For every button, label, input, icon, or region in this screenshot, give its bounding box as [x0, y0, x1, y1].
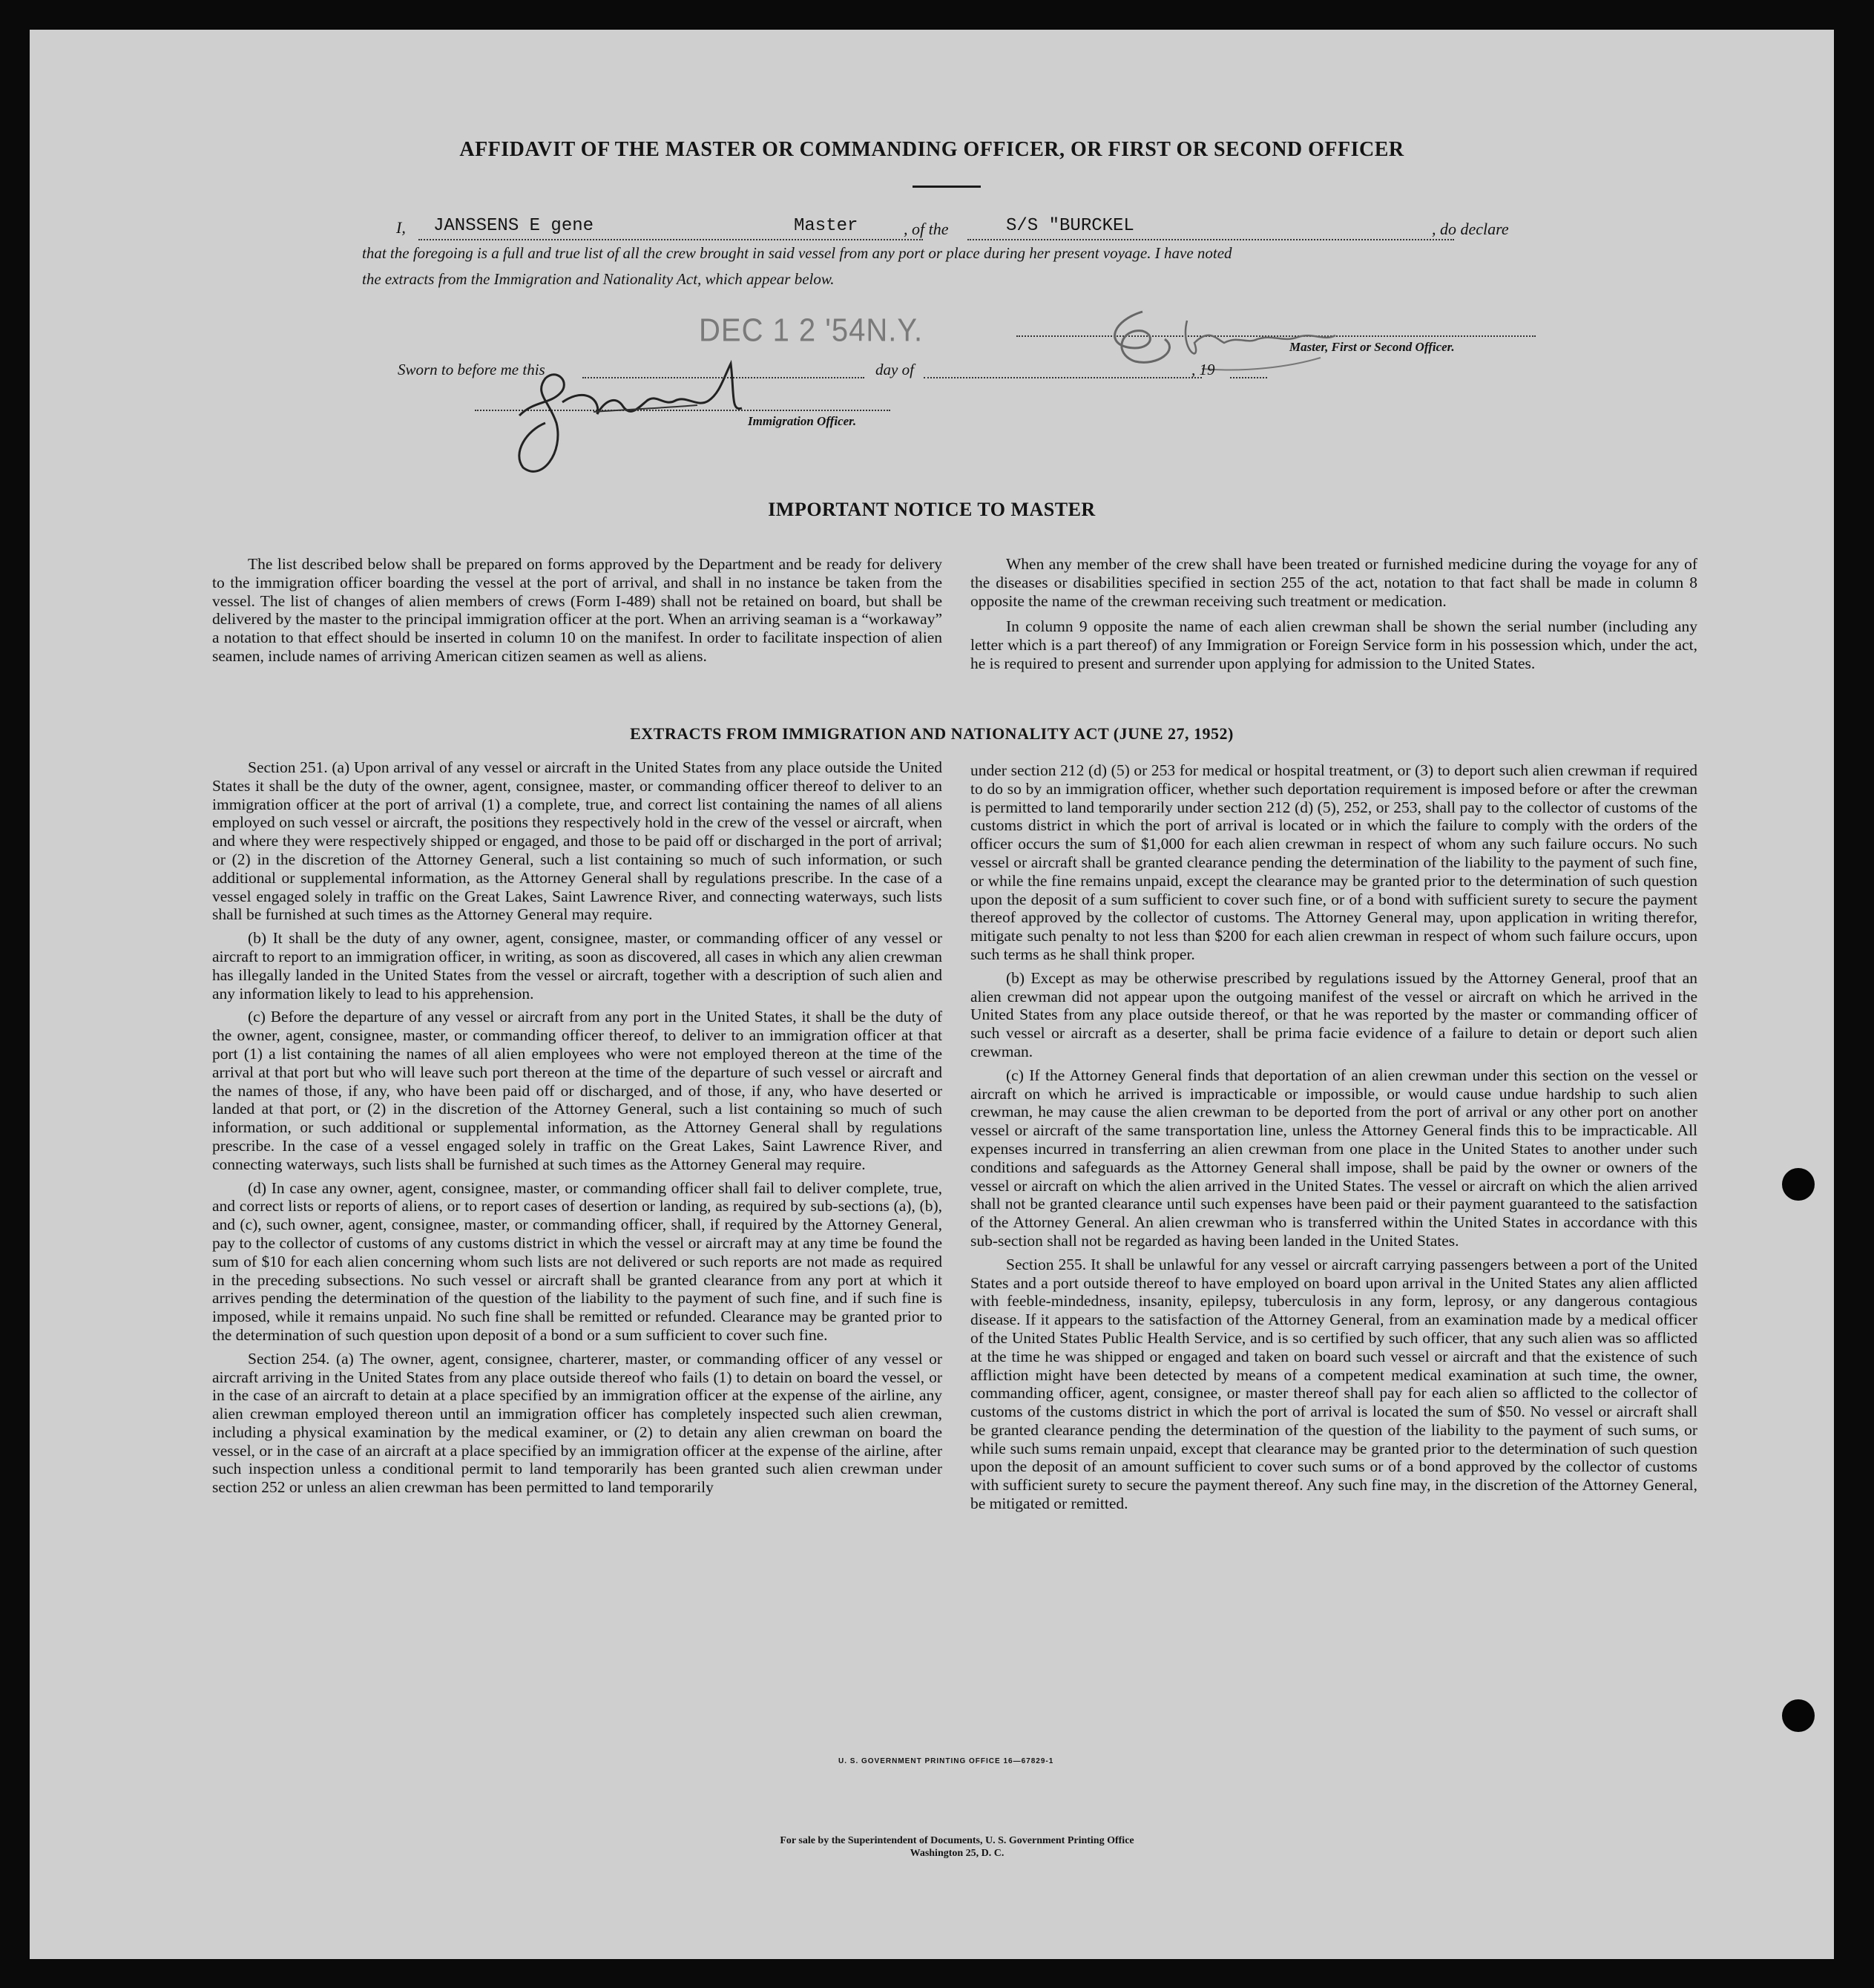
extract-section-251c: (c) Before the departure of any vessel or aircraft from any port in the United States, it shall be the duty of the owner, agent, consignee, master, or commanding officer thereof, to deliver to an immigration officer at that port (1) a list containing the names of all alien employees who were not employed thereon at the time of the arrival at that port but who will leave such port thereon at the time of the departure of such vessel or aircraft and the names of those, if any, who have been paid off or discharged, and of those, if any, who have deserted or landed at that port, or (2) in the discretion of the Attorney General, such a list containing so much of such information, or such additional or supplemental information, as the Attorney General shall by regulations prescribe. In the case of a vessel engaged solely in traffic on the Great Lakes, Saint Lawrence River, and connecting waterways, such lists shall be furnished at such times as the Attorney General may require. [212, 1008, 942, 1173]
extracts-right-column [970, 761, 1697, 1518]
date-stamp: DEC 1 2 '54N.Y. [699, 312, 924, 349]
notice-right-paragraph-2: In column 9 opposite the name of each alien crewman shall be shown the serial number (including any letter which is a part thereof) of any Immigration or Foreign Service form in his possession which, under the act, he is required to present and surrender upon applying for admission to the United States. [970, 617, 1697, 672]
notice-left-paragraph: The list described below shall be prepared on forms approved by the Department and be ready for delivery to the immigration officer boarding the vessel at the port of arrival, and shall in no instance be taken from the vessel. The list of changes of alien members of crews (Form I-489) shall not be retained on board, but shall be delivered by the master to the principal immigration officer at the port. When an arriving seaman is a “workaway” a notation to that effect should be inserted in column 10 on the manifest. In order to facilitate inspection of alien seamen, include names of arriving American citizen seamen as well as aliens. [212, 555, 942, 665]
do-declare-label: , do declare [1432, 220, 1509, 238]
master-signature-label: Master, First or Second Officer. [1289, 340, 1455, 354]
punch-hole [1782, 1699, 1815, 1732]
affidavit-title: AFFIDAVIT OF THE MASTER OR COMMANDING OFFICER, OR FIRST OR SECOND OFFICER [459, 138, 1404, 161]
footer [623, 1834, 1291, 1860]
printing-office-imprint: U. S. GOVERNMENT PRINTING OFFICE 16—67829-1 [838, 1757, 1054, 1765]
extract-section-254b: (b) Except as may be otherwise prescribed by regulations issued by the Attorney General, proof that an alien crewman did not appear upon the outgoing manifest of the vessel or aircraft on which he arrived in the United States from any place outside thereof, or that he was reported by the master or commanding officer of such vessel or aircraft as a deserter, shall be prima facie evidence of a failure to detain or deport such alien crewman. [970, 968, 1697, 1060]
footer-line-2: Washington 25, D. C. [910, 1848, 1005, 1859]
notice-right-column [970, 555, 1697, 678]
master-signature [1098, 298, 1365, 380]
extract-section-251b: (b) It shall be the duty of any owner, agent, consignee, master, or commanding officer of any vessel or aircraft to report to an immigration officer, in writing, as soon as discovered, all cases in which any alien crewman has illegally landed in the United States from the vessel or aircraft, together with a description of such alien and any information likely to lead to his apprehension. [212, 929, 942, 1003]
of-the-label: , of the [904, 220, 949, 238]
extract-section-254a: Section 254. (a) The owner, agent, consignee, charterer, master, or commanding officer of any vessel or aircraft arriving in the United States from any place outside thereof who fails (1) to detain on board the vessel, or in the case of an aircraft to detain at a place specified by an immigration officer at the expense of the airline, any alien crewman employed thereon until an immigration officer has completely inspected such alien crewman, including a physical examination by the medical examiner, or (2) to detain any alien crewman on board the vessel, or in the case of an aircraft at a place specified by an immigration officer at the expense of the airline, after such inspection unless a conditional permit to land temporarily has been granted such alien crewman under section 252 or unless an alien crewman has been permitted to land temporarily [212, 1349, 942, 1497]
notice-title: IMPORTANT NOTICE TO MASTER [768, 499, 1096, 520]
extracts-left-column [212, 758, 942, 1502]
extract-section-255: Section 255. It shall be unlawful for any vessel or aircraft carrying passengers between a port of the United States and a port outside thereof to have employed on board upon arrival in the United States any alien afflicted with feeble-mindedness, insanity, epilepsy, tuberculosis in any form, leprosy, or any dangerous contagious disease. If it appears to the satisfaction of the Attorney General, from an examination made by a medical officer of the United States Public Health Service, and is so certified by such officer, that any such alien was so afflicted at the time he was shipped or engaged and taken on board such vessel or aircraft and that the existence of such affliction might have been detected by means of a competent medical examination at such time, the owner, commanding officer, agent, consignee, or master thereof shall pay for each alien so afflicted to the collector of customs of the customs district in which the port of arrival is located the sum of $50. No vessel or aircraft shall be granted clearance pending the determination of the question of the liability to the payment of such sums, or while such sums remain unpaid, except that clearance may be granted prior to the determination of such question upon the deposit of an amount sufficient to cover such sums or of a bond approved by the collector of customs with sufficient surety to secure the payment thereof. Any such fine may, in the discretion of the Attorney General, be mitigated or remitted. [970, 1255, 1697, 1513]
notice-right-paragraph-1: When any member of the crew shall have been treated or furnished medicine during the voyage for any of the diseases or disabilities specified in section 255 of the act, notation to that fact shall be made in column 8 opposite the name of the crewman receiving such treatment or medication. [970, 555, 1697, 610]
extract-section-251d: (d) In case any owner, agent, consignee, master, or commanding officer shall fail to deliver complete, true, and correct lists or reports of aliens, or to report cases of desertion or landing, as required by sub-sections (a), (b), and (c), such owner, agent, consignee, master, or commanding officer, shall, if required by the Attorney General, pay to the collector of customs of any customs district in which the vessel or aircraft may at any time be found the sum of $10 for each alien concerning whom such lists are not delivered or such reports are not made as required in the preceding subsections. No such vessel or aircraft shall be granted clearance from any port at which it arrives pending the determination of the question of the liability to the payment of such fine, and if such fine is imposed, while it remains unpaid. No such fine shall be remitted or refunded. Clearance may be granted prior to the determination of such question upon deposit of a bond or a sum sufficient to cover such fine. [212, 1178, 942, 1344]
declarant-name-value: JANSSENS E gene [433, 216, 594, 236]
extracts-title: EXTRACTS FROM IMMIGRATION AND NATIONALITY ACT (JUNE 27, 1952) [630, 724, 1234, 743]
day-of-label: day of [875, 361, 914, 378]
declarant-rank-value: Master [794, 216, 858, 236]
punch-hole [1782, 1168, 1815, 1201]
footer-line-1: For sale by the Superintendent of Documents, U. S. Government Printing Office [780, 1835, 1134, 1846]
vessel-name-value: S/S "BURCKEL [1006, 216, 1134, 236]
notice-left-column [212, 555, 942, 671]
declaration-line-2: that the foregoing is a full and true list of all the crew brought in said vessel from any port or place during her present voyage. I have noted [362, 244, 1232, 262]
title-divider [913, 186, 981, 188]
officer-signature-label: Immigration Officer. [748, 414, 857, 428]
extract-section-254a-continued: under section 212 (d) (5) or 253 for medical or hospital treatment, or (3) to deport such alien crewman if required to do so by an immigration officer, whether such deportation requirement is imposed before or after the crewman is permitted to land temporarily under section 212 (d) (5), 252, or 253, shall pay to the collector of customs of the customs district in which the port of arrival is located or in which the failure to comply with the orders of the officer occurs the sum of $1,000 for each alien crewman in respect of whom any such failure occurs. No such vessel or aircraft shall be granted clearance pending the determination of the liability to the payment of such fine, or while the fine remains unpaid, except the clearance may be granted prior to the determination of such question upon the deposit of a sum sufficient to cover such fine, or of a bond with sufficient surety to secure the payment thereof approved by the collector of customs. The Attorney General may, upon application in writing therefor, mitigate such penalty to not less than $200 for each alien crewman in respect of whom such failure occurs, upon such terms as he shall think proper. [970, 761, 1697, 963]
declarant-prefix: I, [396, 218, 406, 237]
sworn-label: Sworn to before me this [398, 361, 545, 378]
year-prefix-label: , 19 [1191, 361, 1215, 378]
extract-section-254c: (c) If the Attorney General finds that deportation of an alien crewman under this section on the vessel or aircraft on which he arrived is impracticable or impossible, or would cause undue hardship to such alien crewman, he may cause the alien crewman to be deported from the port of arrival or any other port on another vessel or aircraft of the same transportation line, unless the Attorney General finds this to be impracticable. All expenses incurred in transferring an alien crewman from one place in the United States to another under such conditions and safeguards as the Attorney General shall impose, shall be paid by the owner or owners of the vessel or aircraft on which the alien arrived in the United States. The vessel or aircraft on which the alien arrived shall not be granted clearance until such expenses have been paid or their payment guaranteed to the satisfaction of the Attorney General. An alien crewman who is transferred within the United States in accordance with this sub-section shall not be regarded as having been landed in the United States. [970, 1066, 1697, 1250]
document-page [30, 30, 1834, 1959]
extract-section-251a: Section 251. (a) Upon arrival of any vessel or aircraft in the United States from any place outside the United States it shall be the duty of the owner, agent, consignee, master, or commanding officer thereof to deliver to an immigration officer at the port of arrival (1) a complete, true, and correct list containing the names of all aliens employed on such vessel or aircraft, the positions they respectively hold in the crew of the vessel or aircraft, when and where they were respectively shipped or engaged, and those to be paid off or discharged in the port of arrival; or (2) in the discretion of the Attorney General, such a list containing so much of such information, or such additional or supplemental information, as the Attorney General shall by regulations prescribe. In the case of a vessel engaged solely in traffic on the Great Lakes, Saint Lawrence River, and connecting waterways, such lists shall be furnished at such times as the Attorney General may require. [212, 758, 942, 924]
declaration-line-3: the extracts from the Immigration and Nationality Act, which appear below. [362, 270, 835, 288]
sworn-month-field [924, 375, 1202, 378]
officer-signature [475, 349, 816, 475]
sworn-year-field [1230, 375, 1267, 378]
